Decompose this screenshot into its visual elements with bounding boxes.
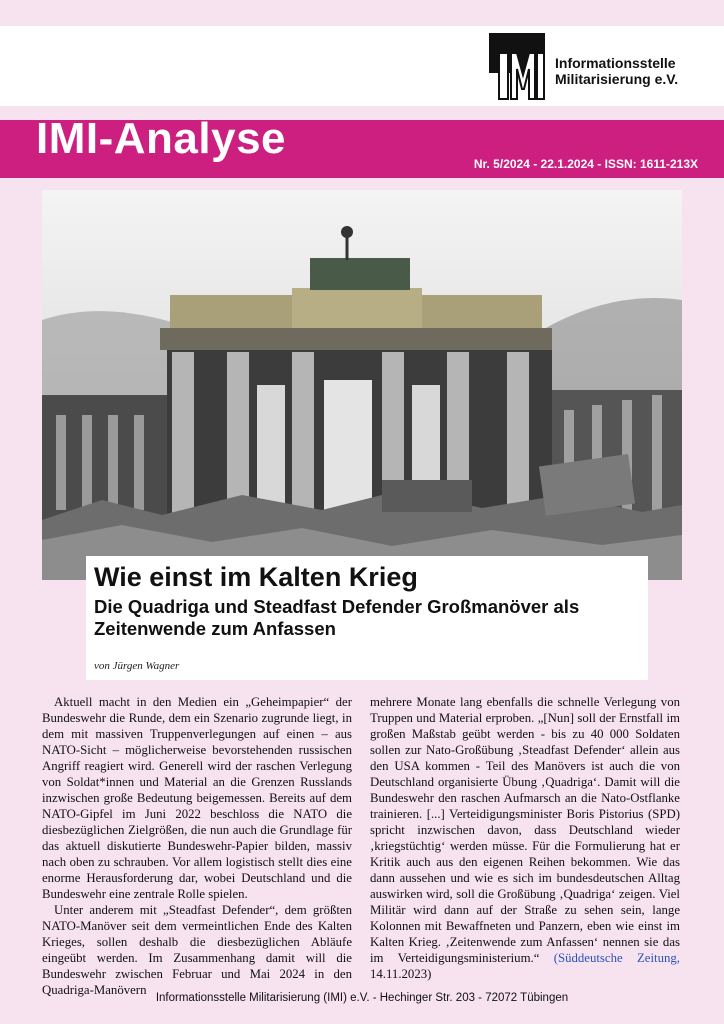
article-author: von Jürgen Wagner bbox=[94, 660, 180, 672]
footer-address: Informationsstelle Militarisierung (IMI) e.V. - Hechinger Str. 203 - 72072 Tübingen bbox=[155, 992, 569, 1004]
org-name bbox=[555, 55, 678, 87]
brandenburg-gate-ruins-image bbox=[42, 190, 682, 580]
paragraph-2-continued bbox=[370, 694, 680, 982]
article-title-box bbox=[86, 556, 648, 680]
issue-info: Nr. 5/2024 - 22.1.2024 - ISSN: 1611-213X bbox=[473, 157, 698, 171]
article-column-left bbox=[42, 694, 352, 998]
org-name-line-1: Informationsstelle bbox=[555, 55, 676, 71]
imi-logo-mark-icon bbox=[489, 33, 545, 101]
org-name-line-2: Militarisierung e.V. bbox=[555, 71, 679, 87]
article-column-right bbox=[370, 694, 680, 982]
series-title: IMI-Analyse bbox=[36, 114, 287, 163]
source-link[interactable]: (Süddeutsche Zeitung, bbox=[553, 951, 680, 965]
imi-logo bbox=[489, 33, 719, 101]
paragraph-2-continued-text: mehrere Monate lang ebenfalls die schnelle Verlegung von Truppen und Material erproben. „[Nun] soll der Ernstfall im großen Maßstab geübt werden - bis zu 40 000 Soldaten sollen zur Nato-Großübung ‚Steadfast Defender‘ allein aus den USA kommen - Teil des Manövers ist auch die von Deutschland organisierte Übung ‚Quadriga‘. Damit will die Bundeswehr den raschen Aufmarsch an die Nato-Ostflanke trainieren. [...] Verteidigungsminister Boris Pistorius (SPD) spricht inzwischen davon, dass Deutschland wieder ‚kriegstüchtig‘ werden müsse. Für die Formulierung hat er Kritik auch aus den eigenen Reihen bekommen. Wie das dann aussehen und wie es sich im bundesdeutschen Alltag auswirken wird, soll die Großübung ‚Quadriga‘ zeigen. Viel Militär wird dann auf der Straße zu sehen sein, lange Kolonnen mit Bewaffneten und Panzern, eben wie einst im Kalten Krieg. ‚Zeitenwende zum Anfassen‘ nennen sie das im Verteidigungsministerium.“ bbox=[370, 695, 680, 965]
article-subtitle: Die Quadriga und Steadfast Defender Großmanöver als Zeitenwende zum Anfassen bbox=[94, 596, 580, 639]
paragraph-1: Aktuell macht in den Medien ein „Geheimpapier“ der Bundeswehr die Runde, dem ein Szenario zugrunde liegt, in dem mit massiven Truppenverlegungen auf einen – aus NATO-Sicht – möglicherweise bevorstehenden russischen Angriff reagiert wird. Generell wird der raschen Verlegung von Soldat*innen und Material an die Grenzen Russlands inzwischen große Bedeutung beigemessen. Bereits auf dem NATO-Gipfel im Juni 2022 beschloss die NATO die diesbezüglichen Zielgrößen, die nun auch die Grundlage für das aktuell diskutierte Bundeswehr-Papier bilden, massiv nach oben zu schrauben. Vor allem logistisch stellt dies eine enorme Herausforderung dar, wobei Deutschland und die Bundeswehr eine zentrale Rolle spielen. bbox=[42, 695, 352, 901]
article-title: Wie einst im Kalten Krieg bbox=[94, 562, 418, 592]
source-date: 14.11.2023) bbox=[370, 967, 432, 981]
paragraph-2: Unter anderem mit „Steadfast Defender“, dem größten NATO-Manöver seit dem vermeintlichen Ende des Kalten Krieges, sollen deshalb die diesbezüglichen Abläufe eingeübt werden. Im Zusammenhang damit will die Bundeswehr zwischen Februar und Mai 2024 in den Quadriga-Manövern bbox=[42, 903, 352, 997]
